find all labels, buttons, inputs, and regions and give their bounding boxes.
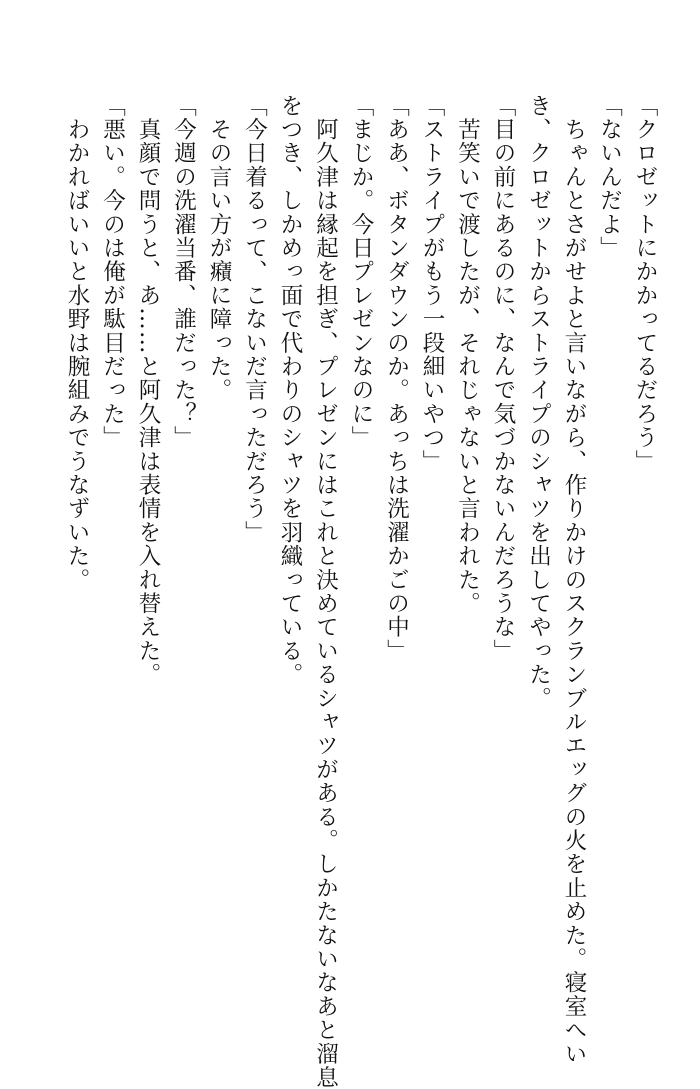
text-line: 「今日着るって、こないだ言っただろう」 xyxy=(241,94,268,545)
text-line: 「ああ、ボタンダウンのか。あっちは洗濯かごの中」 xyxy=(383,94,410,663)
text-line: き、クロゼットからストライプのシャツを出してやった。 xyxy=(525,94,552,711)
text-line: 「クロゼットにかかってるだろう」 xyxy=(632,94,658,474)
vertical-text-body xyxy=(22,94,662,1089)
text-line: 「今週の洗濯当番、誰だった？」 xyxy=(170,94,197,450)
text-line: をつき、しかめっ面で代わりのシャツを羽織っている。 xyxy=(277,94,303,687)
text-line: 「悪い。今のは俺が駄目だった」 xyxy=(99,94,126,450)
text-line: 「目の前にあるのに、なんで気づかないんだろうな」 xyxy=(490,94,516,663)
text-line: 阿久津は縁起を担ぎ、プレゼンにはこれと決めているシャツがある。しかたないなあと溜息 xyxy=(312,94,339,1089)
text-line: 苦笑いで渡したが、それじゃないと言われた。 xyxy=(454,94,481,616)
text-line: ちゃんとさがせよと言いながら、作りかけのスクランブルエッグの火を止めた。寝室へい xyxy=(561,94,587,1066)
text-line: 真顔で問うと、あ……と阿久津は表情を入れ替えた。 xyxy=(135,94,161,687)
text-line: 「ないんだよ」 xyxy=(596,94,623,260)
text-line: 「まじか。今日プレゼンなのに」 xyxy=(348,94,374,450)
text-line: その言い方が癪に障った。 xyxy=(206,94,232,403)
text-line: わかればいいと水野は腕組みでうなずいた。 xyxy=(64,94,90,592)
text-line: 「ストライプがもう一段細いやつ」 xyxy=(419,94,445,474)
